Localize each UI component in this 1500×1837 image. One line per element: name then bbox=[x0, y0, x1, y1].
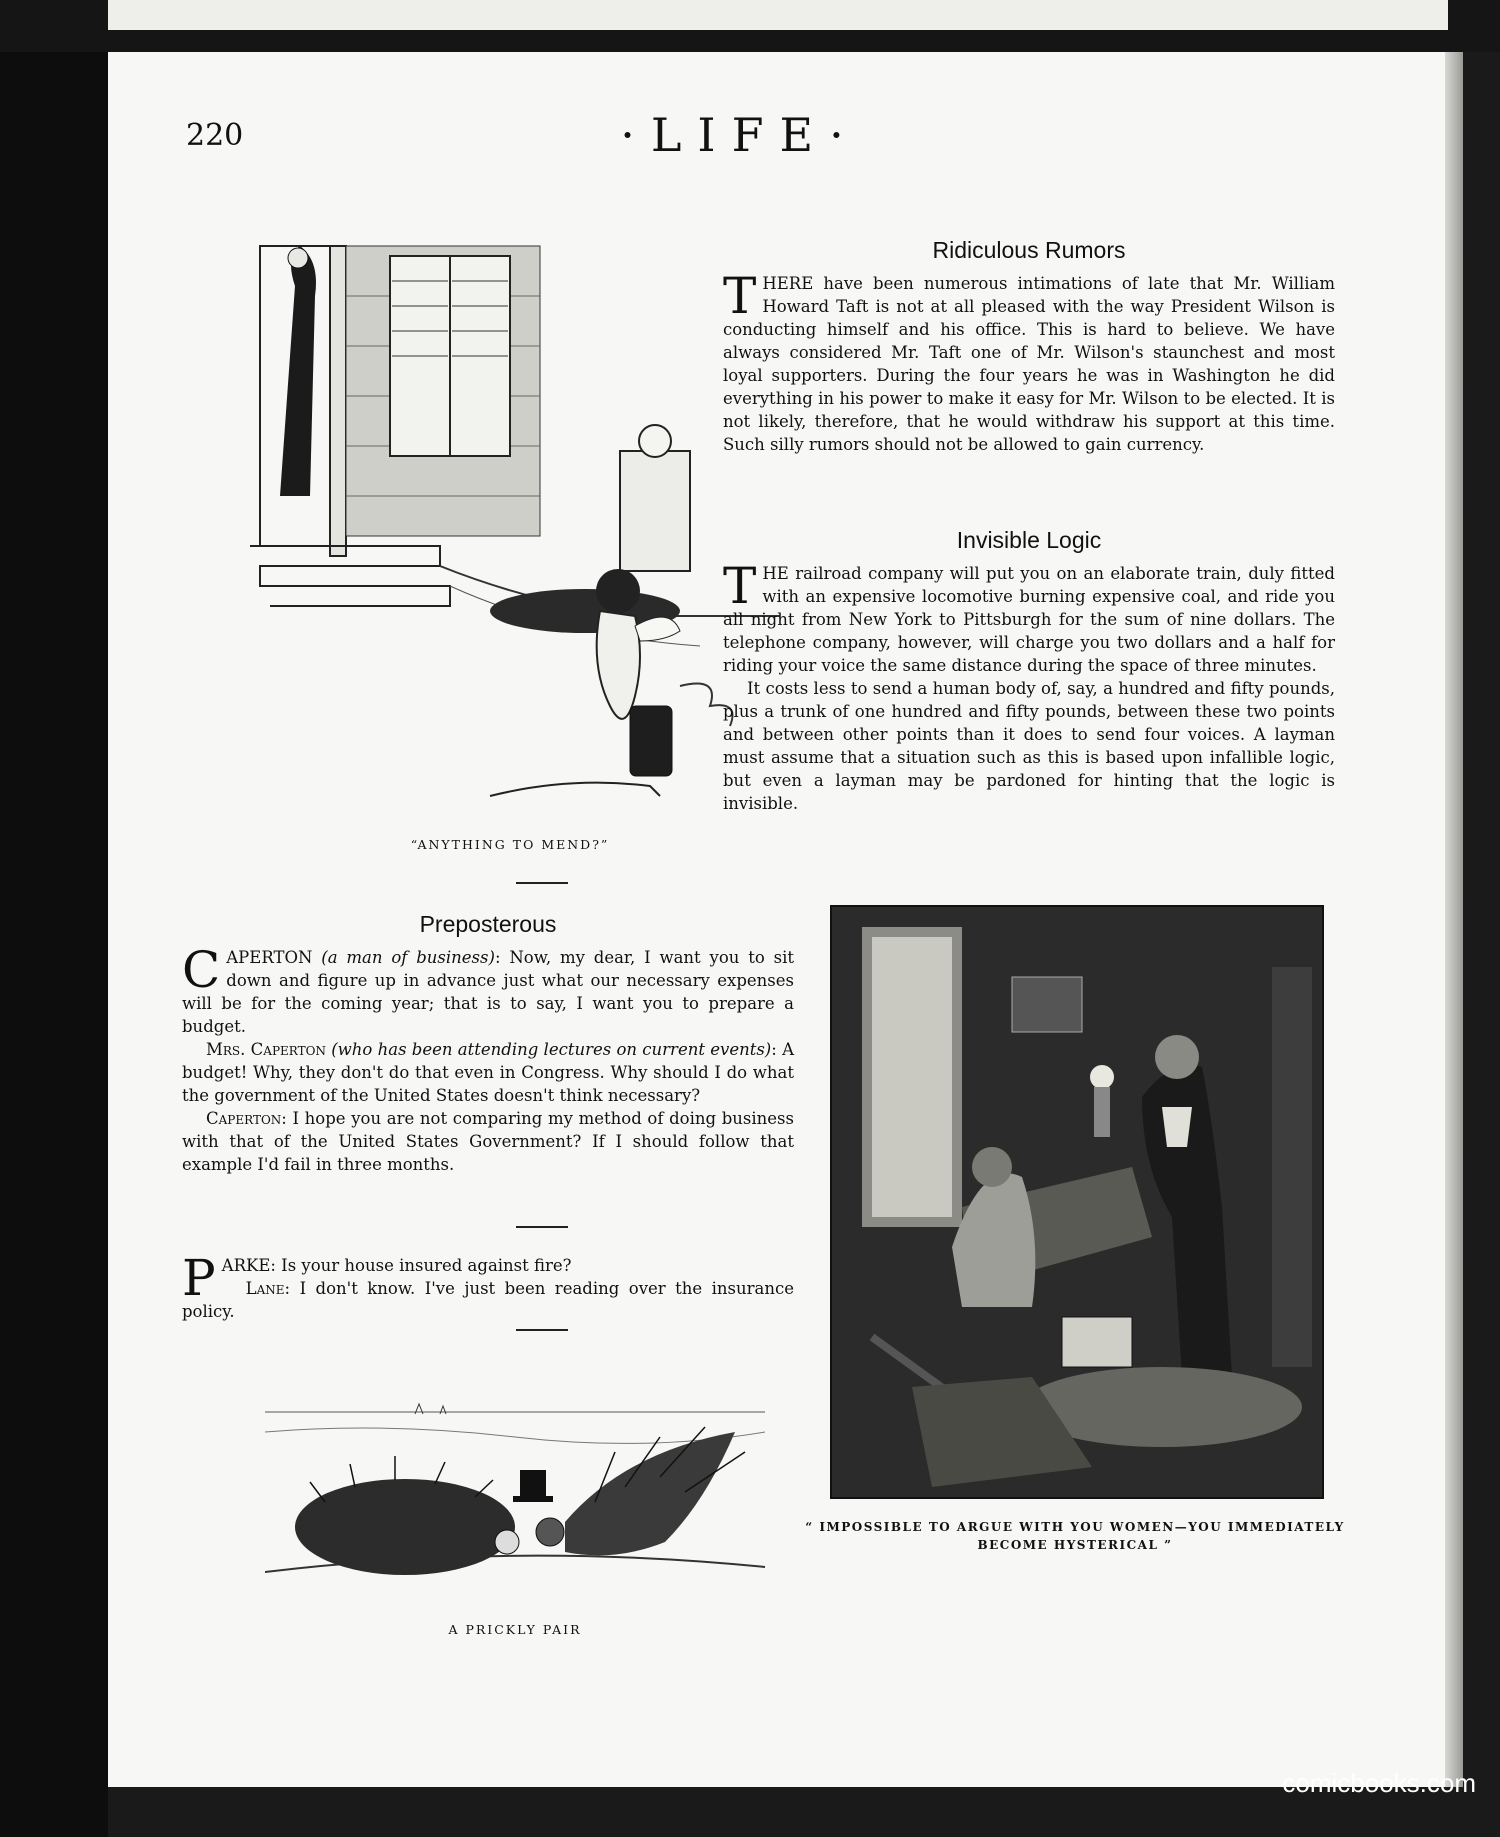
speaker-mrs-caperton: Mrs. Caperton bbox=[206, 1040, 326, 1059]
speaker-caperton: Caperton bbox=[206, 1109, 282, 1128]
rumors-lead-word: HERE bbox=[762, 274, 814, 293]
parlor-scene-drawing bbox=[832, 907, 1322, 1497]
ridiculous-rumors-article bbox=[723, 237, 1335, 456]
preposterous-title: Preposterous bbox=[419, 911, 557, 937]
preposterous-paragraph-1 bbox=[182, 941, 795, 1038]
preposterous-paragraph-2 bbox=[182, 1038, 794, 1107]
logic-lead-word: HE bbox=[762, 564, 789, 583]
parke-joke bbox=[182, 1249, 794, 1323]
divider-rule bbox=[516, 882, 568, 884]
invisible-logic-article bbox=[723, 527, 1335, 815]
speaker-parke: ARKE bbox=[221, 1256, 271, 1275]
caperton-line: : Now, my dear, I want you to sit down and figure up in advance just what our necessary expenses will be for the coming year; that is to say, I want you to prepare a budget. bbox=[182, 948, 795, 1036]
lane-line bbox=[182, 1277, 794, 1323]
invisible-logic-paragraph-2: It costs less to send a human body of, say, a hundred and fifty pounds, plus a trunk of one hundred and fifty pounds, between these two points and between other points than it does to send four voices. A layman must assume that a situation such as this is based upon infallible logic, but even a layman may be pardoned for hinting that the logic is invisible. bbox=[723, 679, 1335, 813]
previous-page-edge bbox=[108, 0, 1448, 30]
stage-direction: (who has been attending lectures on current events) bbox=[331, 1040, 772, 1059]
hysterical-caption-line-2: BECOME HYSTERICAL ” bbox=[977, 1538, 1173, 1552]
mrs-caperton-line: : A budget! Why, they don't do that even in Congress. Why should I do what the government of the United States doesn't think necessary? bbox=[182, 1040, 794, 1105]
speaker-caperton: APERTON bbox=[226, 948, 313, 967]
page-spine-shadow bbox=[1445, 52, 1463, 1787]
cupid-caption: “ANYTHING TO MEND?” bbox=[410, 837, 610, 852]
dropcap-p: P bbox=[182, 1249, 216, 1307]
hysterical-caption-line-1: “ IMPOSSIBLE TO ARGUE WITH YOU WOMEN—YOU IMMEDIATELY bbox=[805, 1520, 1345, 1534]
invisible-logic-title: Invisible Logic bbox=[956, 527, 1102, 553]
speaker-lane: Lane bbox=[245, 1279, 285, 1298]
parke-question: : Is your house insured against fire? bbox=[270, 1256, 572, 1275]
left-dark-margin bbox=[0, 0, 108, 1837]
logic-text-1: railroad company will put you on an elaborate train, duly fitted with an expensive locomotive burning expensive coal, and ride you all night from New York to Pittsburgh for the sum of nine dollars. The telephone company, however, will charge you two dollars and a half for riding your voice the same distance during the space of three minutes. bbox=[723, 564, 1335, 675]
caperton-reply: : I hope you are not comparing my method of doing business with that of the United States Government? If I should follow that example I'd fail in three months. bbox=[182, 1109, 794, 1174]
prickly-pair-caption: A PRICKLY PAIR bbox=[448, 1622, 582, 1637]
ridiculous-rumors-body bbox=[723, 267, 1335, 456]
ridiculous-rumors-title: Ridiculous Rumors bbox=[932, 237, 1126, 263]
preposterous-paragraph-3 bbox=[182, 1107, 794, 1176]
rumors-text: have been numerous intimations of late that Mr. William Howard Taft is not at all pleased with the way President Wilson is conducting himself and his office. This is hard to believe. We have always considered Mr. Taft one of Mr. Wilson's staunchest and most loyal supporters. During the four years he was in Washington he did everything in his power to make it easy for Mr. Wilson to be elected. It is not likely, therefore, that he would withdraw his support at this time. Such silly rumors should not be allowed to gain currency. bbox=[723, 274, 1335, 454]
dropcap-t: T bbox=[723, 557, 757, 615]
preposterous-article bbox=[182, 911, 794, 1176]
cupid-drawing bbox=[240, 236, 780, 818]
hysterical-illustration bbox=[830, 905, 1324, 1499]
stage-direction: (a man of business) bbox=[321, 948, 495, 967]
prickly-pair-illustration bbox=[265, 1392, 765, 1594]
page-number: 220 bbox=[186, 118, 244, 153]
cupid-illustration bbox=[240, 236, 780, 818]
invisible-logic-paragraph-1 bbox=[723, 557, 1335, 677]
lane-answer: : I don't know. I've just been reading over the insurance policy. bbox=[182, 1279, 794, 1321]
dropcap-c: C bbox=[182, 941, 221, 999]
divider-rule bbox=[516, 1329, 568, 1331]
masthead-title: ·LIFE· bbox=[620, 108, 860, 162]
divider-rule bbox=[516, 1226, 568, 1228]
hedgehog-porcupine-drawing bbox=[265, 1392, 765, 1594]
watermark: comicbooks.com bbox=[1282, 1768, 1476, 1798]
dropcap-t: T bbox=[723, 267, 757, 325]
